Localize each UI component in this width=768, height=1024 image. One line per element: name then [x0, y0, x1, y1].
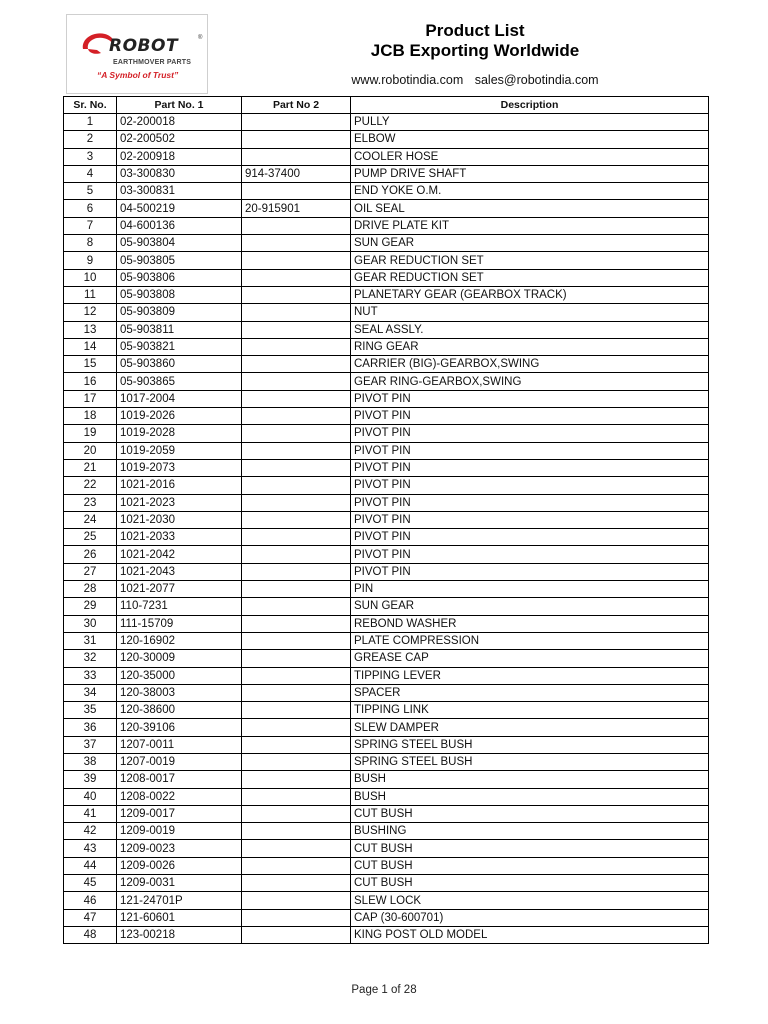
logo-name: ROBOT	[109, 36, 179, 56]
description-cell: PLANETARY GEAR (GEARBOX TRACK)	[351, 286, 709, 303]
table-row	[64, 477, 709, 494]
sr-no-cell: 33	[64, 667, 117, 684]
part-no-1-cell: 1021-2043	[117, 563, 242, 580]
description-cell: SPRING STEEL BUSH	[351, 753, 709, 770]
part-no-1-cell: 1209-0026	[117, 857, 242, 874]
part-no-1-cell: 05-903806	[117, 269, 242, 286]
part-no-2-cell	[242, 235, 351, 252]
part-no-2-cell	[242, 771, 351, 788]
table-row	[64, 390, 709, 407]
contact-line	[280, 73, 670, 87]
part-no-1-cell: 1017-2004	[117, 390, 242, 407]
sr-no-cell: 39	[64, 771, 117, 788]
part-no-2-cell	[242, 269, 351, 286]
sr-no-cell: 17	[64, 390, 117, 407]
sr-no-cell: 26	[64, 546, 117, 563]
table-row	[64, 875, 709, 892]
part-no-2-cell	[242, 304, 351, 321]
sr-no-cell: 40	[64, 788, 117, 805]
table-row	[64, 857, 709, 874]
sr-no-cell: 44	[64, 857, 117, 874]
description-cell: CAP (30-600701)	[351, 909, 709, 926]
description-cell: OIL SEAL	[351, 200, 709, 217]
table-row	[64, 425, 709, 442]
description-cell: DRIVE PLATE KIT	[351, 217, 709, 234]
part-no-1-cell: 120-30009	[117, 650, 242, 667]
part-no-1-cell: 1019-2059	[117, 442, 242, 459]
logo-tagline: “A Symbol of Trust”	[97, 70, 179, 80]
sr-no-cell: 38	[64, 753, 117, 770]
part-no-2-cell	[242, 286, 351, 303]
sr-no-cell: 31	[64, 632, 117, 649]
part-no-1-cell: 120-16902	[117, 632, 242, 649]
part-no-1-cell: 1209-0023	[117, 840, 242, 857]
description-cell: PUMP DRIVE SHAFT	[351, 165, 709, 182]
part-no-1-cell: 04-600136	[117, 217, 242, 234]
part-no-1-cell: 1021-2030	[117, 511, 242, 528]
sr-no-cell: 35	[64, 702, 117, 719]
part-no-2-cell	[242, 684, 351, 701]
sr-no-cell: 34	[64, 684, 117, 701]
sr-no-cell: 15	[64, 356, 117, 373]
description-cell: CUT BUSH	[351, 875, 709, 892]
column-header-description: Description	[351, 97, 709, 114]
description-cell: TIPPING LEVER	[351, 667, 709, 684]
description-cell: SPACER	[351, 684, 709, 701]
part-no-1-cell: 03-300831	[117, 183, 242, 200]
table-row	[64, 892, 709, 909]
table-row	[64, 667, 709, 684]
sr-no-cell: 41	[64, 805, 117, 822]
table-row	[64, 840, 709, 857]
part-no-1-cell: 1021-2023	[117, 494, 242, 511]
description-cell: PIVOT PIN	[351, 546, 709, 563]
part-no-2-cell	[242, 511, 351, 528]
part-no-1-cell: 05-903809	[117, 304, 242, 321]
product-table	[63, 96, 709, 944]
part-no-2-cell	[242, 529, 351, 546]
table-row	[64, 304, 709, 321]
table-row	[64, 546, 709, 563]
table-body	[64, 114, 709, 944]
sr-no-cell: 43	[64, 840, 117, 857]
part-no-2-cell	[242, 425, 351, 442]
part-no-2-cell	[242, 477, 351, 494]
description-cell: SUN GEAR	[351, 598, 709, 615]
table-row	[64, 823, 709, 840]
description-cell: PIVOT PIN	[351, 563, 709, 580]
sr-no-cell: 32	[64, 650, 117, 667]
description-cell: PIVOT PIN	[351, 477, 709, 494]
sr-no-cell: 13	[64, 321, 117, 338]
description-cell: GEAR REDUCTION SET	[351, 252, 709, 269]
part-no-1-cell: 1207-0019	[117, 753, 242, 770]
part-no-1-cell: 1019-2073	[117, 459, 242, 476]
description-cell: BUSH	[351, 771, 709, 788]
table-row	[64, 442, 709, 459]
description-cell: KING POST OLD MODEL	[351, 926, 709, 943]
part-no-1-cell: 121-24701P	[117, 892, 242, 909]
part-no-2-cell	[242, 615, 351, 632]
sr-no-cell: 27	[64, 563, 117, 580]
description-cell: PIVOT PIN	[351, 408, 709, 425]
table-row	[64, 753, 709, 770]
part-no-2-cell	[242, 788, 351, 805]
part-no-2-cell	[242, 148, 351, 165]
table-row	[64, 684, 709, 701]
table-row	[64, 511, 709, 528]
column-header-part-no-1: Part No. 1	[117, 97, 242, 114]
description-cell: BUSHING	[351, 823, 709, 840]
part-no-2-cell: 20-915901	[242, 200, 351, 217]
table-row	[64, 217, 709, 234]
table-header-row	[64, 97, 709, 114]
part-no-2-cell	[242, 840, 351, 857]
part-no-2-cell	[242, 131, 351, 148]
table-row	[64, 563, 709, 580]
description-cell: PIVOT PIN	[351, 425, 709, 442]
part-no-2-cell	[242, 875, 351, 892]
description-cell: ELBOW	[351, 131, 709, 148]
part-no-1-cell: 120-38003	[117, 684, 242, 701]
table-row	[64, 581, 709, 598]
description-cell: PLATE COMPRESSION	[351, 632, 709, 649]
part-no-1-cell: 05-903804	[117, 235, 242, 252]
column-header-sr-no: Sr. No.	[64, 97, 117, 114]
sr-no-cell: 30	[64, 615, 117, 632]
sr-no-cell: 1	[64, 114, 117, 131]
sr-no-cell: 25	[64, 529, 117, 546]
part-no-2-cell	[242, 408, 351, 425]
sr-no-cell: 2	[64, 131, 117, 148]
description-cell: NUT	[351, 304, 709, 321]
part-no-1-cell: 05-903811	[117, 321, 242, 338]
table-row	[64, 788, 709, 805]
description-cell: REBOND WASHER	[351, 615, 709, 632]
part-no-1-cell: 02-200018	[117, 114, 242, 131]
part-no-1-cell: 1021-2042	[117, 546, 242, 563]
description-cell: PIVOT PIN	[351, 442, 709, 459]
sr-no-cell: 22	[64, 477, 117, 494]
part-no-2-cell	[242, 823, 351, 840]
table-row	[64, 529, 709, 546]
part-no-1-cell: 03-300830	[117, 165, 242, 182]
part-no-1-cell: 02-200502	[117, 131, 242, 148]
logo-registered-mark: ®	[198, 35, 203, 41]
sr-no-cell: 46	[64, 892, 117, 909]
sr-no-cell: 29	[64, 598, 117, 615]
description-cell: CUT BUSH	[351, 857, 709, 874]
part-no-1-cell: 1209-0019	[117, 823, 242, 840]
description-cell: CARRIER (BIG)-GEARBOX,SWING	[351, 356, 709, 373]
sr-no-cell: 20	[64, 442, 117, 459]
sr-no-cell: 48	[64, 926, 117, 943]
sr-no-cell: 11	[64, 286, 117, 303]
sr-no-cell: 47	[64, 909, 117, 926]
table-row	[64, 286, 709, 303]
column-header-part-no-2: Part No 2	[242, 97, 351, 114]
email-link[interactable]: sales@robotindia.com	[474, 73, 599, 87]
part-no-2-cell	[242, 546, 351, 563]
part-no-1-cell: 120-38600	[117, 702, 242, 719]
part-no-2-cell	[242, 183, 351, 200]
page-title: Product List	[425, 21, 525, 40]
part-no-1-cell: 111-15709	[117, 615, 242, 632]
part-no-1-cell: 121-60601	[117, 909, 242, 926]
sr-no-cell: 8	[64, 235, 117, 252]
table-row	[64, 252, 709, 269]
part-no-1-cell: 1019-2026	[117, 408, 242, 425]
description-cell: SLEW LOCK	[351, 892, 709, 909]
table-row	[64, 771, 709, 788]
part-no-2-cell	[242, 857, 351, 874]
part-no-2-cell	[242, 667, 351, 684]
page-subtitle: JCB Exporting Worldwide	[370, 41, 580, 60]
table-row	[64, 148, 709, 165]
part-no-1-cell: 05-903821	[117, 338, 242, 355]
part-no-2-cell	[242, 442, 351, 459]
sr-no-cell: 10	[64, 269, 117, 286]
page-number: Page 1 of 28	[351, 984, 417, 996]
part-no-2-cell	[242, 563, 351, 580]
part-no-2-cell	[242, 217, 351, 234]
description-cell: SEAL ASSLY.	[351, 321, 709, 338]
sr-no-cell: 3	[64, 148, 117, 165]
part-no-1-cell: 1021-2077	[117, 581, 242, 598]
part-no-1-cell: 05-903860	[117, 356, 242, 373]
table-row	[64, 598, 709, 615]
part-no-2-cell	[242, 719, 351, 736]
description-cell: PIVOT PIN	[351, 494, 709, 511]
sr-no-cell: 23	[64, 494, 117, 511]
part-no-2-cell	[242, 114, 351, 131]
description-cell: PIVOT PIN	[351, 390, 709, 407]
part-no-2-cell	[242, 909, 351, 926]
table-row	[64, 650, 709, 667]
sr-no-cell: 37	[64, 736, 117, 753]
part-no-2-cell	[242, 252, 351, 269]
part-no-1-cell: 1207-0011	[117, 736, 242, 753]
description-cell: TIPPING LINK	[351, 702, 709, 719]
description-cell: SUN GEAR	[351, 235, 709, 252]
description-cell: RING GEAR	[351, 338, 709, 355]
table-row	[64, 719, 709, 736]
part-no-1-cell: 04-500219	[117, 200, 242, 217]
table-row	[64, 805, 709, 822]
part-no-1-cell: 123-00218	[117, 926, 242, 943]
table-row	[64, 373, 709, 390]
description-cell: SPRING STEEL BUSH	[351, 736, 709, 753]
part-no-1-cell: 05-903805	[117, 252, 242, 269]
part-no-1-cell: 1019-2028	[117, 425, 242, 442]
part-no-1-cell: 1021-2033	[117, 529, 242, 546]
description-cell: CUT BUSH	[351, 805, 709, 822]
part-no-1-cell: 120-39106	[117, 719, 242, 736]
sr-no-cell: 7	[64, 217, 117, 234]
table-row	[64, 615, 709, 632]
part-no-2-cell	[242, 598, 351, 615]
part-no-2-cell	[242, 494, 351, 511]
sr-no-cell: 4	[64, 165, 117, 182]
table-row	[64, 632, 709, 649]
table-row	[64, 408, 709, 425]
part-no-1-cell: 1209-0031	[117, 875, 242, 892]
part-no-2-cell	[242, 356, 351, 373]
table-row	[64, 131, 709, 148]
sr-no-cell: 16	[64, 373, 117, 390]
table-row	[64, 165, 709, 182]
sr-no-cell: 45	[64, 875, 117, 892]
table-row	[64, 269, 709, 286]
part-no-2-cell	[242, 321, 351, 338]
part-no-2-cell: 914-37400	[242, 165, 351, 182]
part-no-2-cell	[242, 753, 351, 770]
part-no-2-cell	[242, 702, 351, 719]
table-row	[64, 183, 709, 200]
sr-no-cell: 36	[64, 719, 117, 736]
table-row	[64, 459, 709, 476]
description-cell: PULLY	[351, 114, 709, 131]
part-no-1-cell: 1208-0017	[117, 771, 242, 788]
part-no-1-cell: 1208-0022	[117, 788, 242, 805]
part-no-1-cell: 1209-0017	[117, 805, 242, 822]
table-row	[64, 494, 709, 511]
table-row	[64, 356, 709, 373]
table-row	[64, 702, 709, 719]
table-row	[64, 926, 709, 943]
part-no-2-cell	[242, 338, 351, 355]
sr-no-cell: 6	[64, 200, 117, 217]
description-cell: SLEW DAMPER	[351, 719, 709, 736]
part-no-2-cell	[242, 805, 351, 822]
company-logo	[66, 14, 208, 94]
sr-no-cell: 12	[64, 304, 117, 321]
table-row	[64, 338, 709, 355]
sr-no-cell: 18	[64, 408, 117, 425]
table-row	[64, 736, 709, 753]
part-no-2-cell	[242, 373, 351, 390]
part-no-2-cell	[242, 736, 351, 753]
part-no-1-cell: 05-903808	[117, 286, 242, 303]
part-no-2-cell	[242, 581, 351, 598]
part-no-2-cell	[242, 459, 351, 476]
description-cell: BUSH	[351, 788, 709, 805]
website-link[interactable]: www.robotindia.com	[351, 73, 464, 87]
sr-no-cell: 21	[64, 459, 117, 476]
description-cell: COOLER HOSE	[351, 148, 709, 165]
sr-no-cell: 9	[64, 252, 117, 269]
description-cell: PIVOT PIN	[351, 459, 709, 476]
sr-no-cell: 5	[64, 183, 117, 200]
sr-no-cell: 24	[64, 511, 117, 528]
table-row	[64, 235, 709, 252]
part-no-2-cell	[242, 892, 351, 909]
description-cell: PIN	[351, 581, 709, 598]
description-cell: GEAR REDUCTION SET	[351, 269, 709, 286]
part-no-1-cell: 05-903865	[117, 373, 242, 390]
part-no-2-cell	[242, 650, 351, 667]
description-cell: GREASE CAP	[351, 650, 709, 667]
description-cell: PIVOT PIN	[351, 529, 709, 546]
sr-no-cell: 28	[64, 581, 117, 598]
part-no-2-cell	[242, 390, 351, 407]
description-cell: GEAR RING-GEARBOX,SWING	[351, 373, 709, 390]
table-row	[64, 114, 709, 131]
logo-subtitle: EARTHMOVER PARTS	[113, 59, 192, 66]
table-row	[64, 200, 709, 217]
sr-no-cell: 14	[64, 338, 117, 355]
table-row	[64, 909, 709, 926]
description-cell: END YOKE O.M.	[351, 183, 709, 200]
part-no-1-cell: 1021-2016	[117, 477, 242, 494]
sr-no-cell: 19	[64, 425, 117, 442]
description-cell: CUT BUSH	[351, 840, 709, 857]
table-row	[64, 321, 709, 338]
part-no-2-cell	[242, 632, 351, 649]
part-no-2-cell	[242, 926, 351, 943]
part-no-1-cell: 110-7231	[117, 598, 242, 615]
part-no-1-cell: 02-200918	[117, 148, 242, 165]
sr-no-cell: 42	[64, 823, 117, 840]
description-cell: PIVOT PIN	[351, 511, 709, 528]
part-no-1-cell: 120-35000	[117, 667, 242, 684]
